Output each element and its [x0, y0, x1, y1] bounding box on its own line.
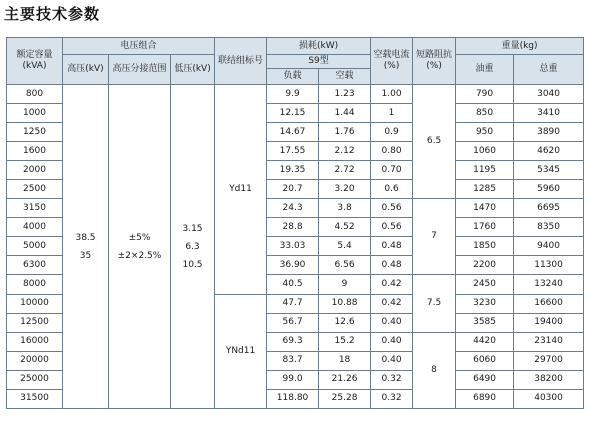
- hv-tap-value: ±2×2.5%: [117, 250, 162, 261]
- cell-load-loss: 47.7: [267, 294, 319, 313]
- cell-oil-weight: 1470: [456, 199, 514, 218]
- cell-no-load-current: 0.70: [371, 161, 413, 180]
- cell-capacity: 4000: [7, 218, 63, 237]
- cell-no-load-loss: 1.76: [319, 123, 371, 142]
- cell-total-weight: 6695: [514, 199, 584, 218]
- cell-total-weight: 16600: [514, 294, 584, 313]
- table-row: [7, 85, 584, 104]
- cell-no-load-current: 0.32: [371, 370, 413, 389]
- header-hv-tap: 高压分接范围: [109, 55, 171, 85]
- cell-no-load-current: 1: [371, 104, 413, 123]
- cell-oil-weight: 2200: [456, 256, 514, 275]
- cell-capacity: 1250: [7, 123, 63, 142]
- header-no-load-loss: 空载: [319, 69, 371, 85]
- header-vector-group: 联结组标号: [215, 38, 267, 85]
- cell-load-loss: 19.35: [267, 161, 319, 180]
- cell-capacity: 25000: [7, 370, 63, 389]
- cell-oil-weight: 4420: [456, 332, 514, 351]
- cell-total-weight: 13240: [514, 275, 584, 294]
- hv-value: 35: [79, 250, 92, 261]
- cell-total-weight: 4620: [514, 142, 584, 161]
- cell-capacity: 1600: [7, 142, 63, 161]
- cell-load-loss: 14.67: [267, 123, 319, 142]
- cell-load-loss: 40.5: [267, 275, 319, 294]
- cell-no-load-loss: 18: [319, 351, 371, 370]
- cell-impedance-8: 8: [413, 332, 456, 408]
- cell-oil-weight: 1285: [456, 180, 514, 199]
- cell-capacity: 2500: [7, 180, 63, 199]
- cell-total-weight: 38200: [514, 370, 584, 389]
- cell-load-loss: 9.9: [267, 85, 319, 104]
- cell-oil-weight: 1195: [456, 161, 514, 180]
- cell-capacity: 12500: [7, 313, 63, 332]
- cell-no-load-current: 0.6: [371, 180, 413, 199]
- header-total-weight: 总重: [514, 55, 584, 85]
- cell-capacity: 1000: [7, 104, 63, 123]
- cell-no-load-loss: 2.12: [319, 142, 371, 161]
- cell-total-weight: 5345: [514, 161, 584, 180]
- cell-no-load-loss: 3.8: [319, 199, 371, 218]
- cell-load-loss: 24.3: [267, 199, 319, 218]
- cell-load-loss: 20.7: [267, 180, 319, 199]
- cell-oil-weight: 6490: [456, 370, 514, 389]
- cell-load-loss: 17.55: [267, 142, 319, 161]
- lv-value: 6.3: [185, 241, 200, 252]
- cell-vector-ynd11: YNd11: [215, 294, 267, 408]
- hv-tap-value: ±5%: [128, 232, 151, 243]
- cell-no-load-loss: 9: [319, 275, 371, 294]
- cell-total-weight: 19400: [514, 313, 584, 332]
- cell-load-loss: 99.0: [267, 370, 319, 389]
- header-load-loss: 负载: [267, 69, 319, 85]
- cell-no-load-loss: 6.56: [319, 256, 371, 275]
- cell-capacity: 16000: [7, 332, 63, 351]
- cell-capacity: 20000: [7, 351, 63, 370]
- cell-lv-merged: [171, 85, 215, 409]
- cell-load-loss: 56.7: [267, 313, 319, 332]
- cell-oil-weight: 3585: [456, 313, 514, 332]
- cell-total-weight: 3410: [514, 104, 584, 123]
- cell-capacity: 5000: [7, 237, 63, 256]
- cell-load-loss: 36.90: [267, 256, 319, 275]
- cell-vector-yd11: Yd11: [215, 85, 267, 295]
- cell-capacity: 8000: [7, 275, 63, 294]
- cell-no-load-current: 0.32: [371, 389, 413, 408]
- header-weight: 重量(kg): [456, 38, 584, 55]
- cell-no-load-current: 0.40: [371, 332, 413, 351]
- cell-impedance-7: 7: [413, 199, 456, 275]
- lv-value: 3.15: [182, 223, 203, 234]
- cell-total-weight: 8350: [514, 218, 584, 237]
- cell-load-loss: 28.8: [267, 218, 319, 237]
- cell-total-weight: 11300: [514, 256, 584, 275]
- lv-value: 10.5: [182, 259, 203, 270]
- cell-capacity: 3150: [7, 199, 63, 218]
- cell-oil-weight: 850: [456, 104, 514, 123]
- cell-no-load-current: 0.48: [371, 237, 413, 256]
- cell-no-load-loss: 10.88: [319, 294, 371, 313]
- cell-load-loss: 83.7: [267, 351, 319, 370]
- cell-no-load-loss: 4.52: [319, 218, 371, 237]
- cell-no-load-current: 0.9: [371, 123, 413, 142]
- hv-value: 38.5: [75, 232, 96, 243]
- cell-capacity: 800: [7, 85, 63, 104]
- cell-load-loss: 118.80: [267, 389, 319, 408]
- cell-capacity: 2000: [7, 161, 63, 180]
- cell-oil-weight: 1060: [456, 142, 514, 161]
- cell-total-weight: 3040: [514, 85, 584, 104]
- header-no-load-current: 空载电流(%): [371, 38, 413, 85]
- cell-oil-weight: 790: [456, 85, 514, 104]
- cell-no-load-current: 0.80: [371, 142, 413, 161]
- cell-capacity: 6300: [7, 256, 63, 275]
- header-loss: 损耗(kW): [267, 38, 371, 55]
- cell-load-loss: 33.03: [267, 237, 319, 256]
- cell-load-loss: 69.3: [267, 332, 319, 351]
- cell-oil-weight: 950: [456, 123, 514, 142]
- cell-total-weight: 29700: [514, 351, 584, 370]
- cell-oil-weight: 3230: [456, 294, 514, 313]
- cell-no-load-current: 0.42: [371, 275, 413, 294]
- cell-oil-weight: 2450: [456, 275, 514, 294]
- cell-total-weight: 23140: [514, 332, 584, 351]
- cell-no-load-current: 0.56: [371, 199, 413, 218]
- cell-total-weight: 5960: [514, 180, 584, 199]
- header-oil-weight: 油重: [456, 55, 514, 85]
- header-lv: 低压(kV): [171, 55, 215, 85]
- spec-table: [6, 37, 584, 409]
- cell-no-load-loss: 5.4: [319, 237, 371, 256]
- cell-hv-tap-merged: [109, 85, 171, 409]
- cell-no-load-loss: 15.2: [319, 332, 371, 351]
- cell-capacity: 31500: [7, 389, 63, 408]
- header-model: S9型: [267, 55, 371, 69]
- cell-oil-weight: 6890: [456, 389, 514, 408]
- cell-total-weight: 40300: [514, 389, 584, 408]
- cell-total-weight: 9400: [514, 237, 584, 256]
- cell-no-load-loss: 21.26: [319, 370, 371, 389]
- cell-oil-weight: 6060: [456, 351, 514, 370]
- cell-no-load-loss: 1.44: [319, 104, 371, 123]
- cell-no-load-loss: 3.20: [319, 180, 371, 199]
- page-title: 主要技术参数: [4, 5, 101, 23]
- cell-no-load-loss: 1.23: [319, 85, 371, 104]
- cell-no-load-current: 0.40: [371, 351, 413, 370]
- cell-no-load-loss: 2.72: [319, 161, 371, 180]
- cell-no-load-current: 0.48: [371, 256, 413, 275]
- cell-oil-weight: 1850: [456, 237, 514, 256]
- header-voltage-combo: 电压组合: [63, 38, 215, 55]
- cell-oil-weight: 1760: [456, 218, 514, 237]
- cell-no-load-loss: 12.6: [319, 313, 371, 332]
- cell-load-loss: 12.15: [267, 104, 319, 123]
- cell-no-load-current: 0.40: [371, 313, 413, 332]
- cell-no-load-current: 0.56: [371, 218, 413, 237]
- cell-impedance-7-5: 7.5: [413, 275, 456, 332]
- cell-no-load-current: 0.42: [371, 294, 413, 313]
- header-impedance: 短路阻抗(%): [413, 38, 456, 85]
- cell-no-load-loss: 25.28: [319, 389, 371, 408]
- header-rated-capacity: 额定容量(kVA): [7, 38, 63, 85]
- cell-impedance-6-5: 6.5: [413, 85, 456, 199]
- cell-capacity: 10000: [7, 294, 63, 313]
- cell-no-load-current: 1.00: [371, 85, 413, 104]
- cell-total-weight: 3890: [514, 123, 584, 142]
- header-hv: 高压(kV): [63, 55, 109, 85]
- cell-hv-merged: [63, 85, 109, 409]
